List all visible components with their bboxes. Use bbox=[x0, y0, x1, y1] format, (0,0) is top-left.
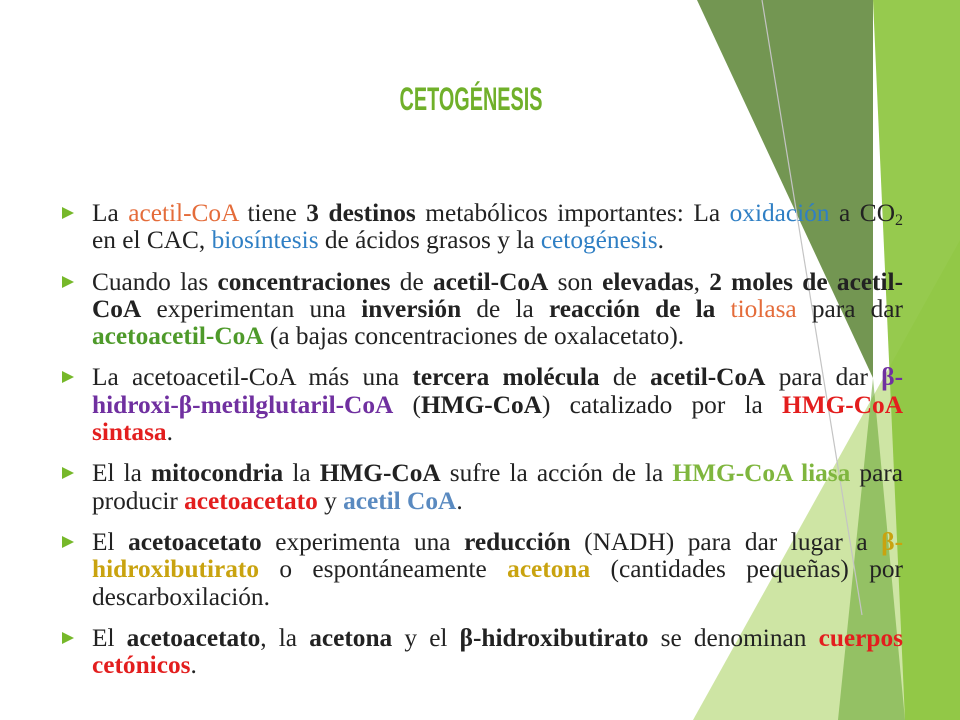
highlighted-term: concentraciones bbox=[217, 267, 391, 296]
highlighted-term: acetil-CoA bbox=[128, 199, 238, 227]
highlighted-term: cetónicos bbox=[92, 651, 191, 680]
highlighted-term: inversión bbox=[361, 294, 462, 323]
highlighted-term: acetil-CoA bbox=[650, 363, 766, 392]
body-text: se denominan bbox=[648, 623, 819, 652]
text-line bbox=[92, 364, 903, 391]
text-line bbox=[92, 584, 903, 611]
text-line bbox=[92, 529, 903, 556]
body-text: de ácidos grasos y la bbox=[318, 226, 541, 255]
highlighted-term: elevadas bbox=[602, 267, 694, 296]
body-text: de bbox=[390, 267, 433, 296]
body-text: . bbox=[456, 486, 463, 515]
body-text: (NADH) para dar lugar a bbox=[570, 527, 882, 556]
body-text: metabólicos importantes: La bbox=[415, 199, 730, 227]
body-text: ( bbox=[393, 390, 421, 419]
highlighted-term: acetoacetato bbox=[128, 527, 262, 556]
highlighted-term: β- bbox=[881, 527, 903, 556]
highlighted-term: 2 moles de acetil- bbox=[709, 267, 904, 296]
highlighted-term: β- bbox=[881, 363, 904, 392]
body-text: . bbox=[657, 226, 664, 255]
body-text: La acetoacetil-CoA más una bbox=[92, 363, 413, 392]
body-text: Cuando las bbox=[92, 267, 218, 296]
highlighted-term: acetona bbox=[507, 555, 591, 584]
body-text: La bbox=[92, 199, 129, 227]
body-text: en el CAC, bbox=[92, 226, 212, 255]
body-text: El bbox=[92, 623, 127, 652]
bullet-item bbox=[92, 625, 903, 680]
highlighted-term: acetoacetato bbox=[126, 623, 261, 652]
text-line bbox=[92, 269, 903, 296]
highlighted-term: reacción de la bbox=[548, 294, 716, 323]
text-line bbox=[92, 392, 903, 419]
body-text: El bbox=[92, 527, 129, 556]
text-line bbox=[92, 323, 903, 350]
body-text: (cantidades pequeñas) por bbox=[590, 555, 903, 584]
body-text: ) catalizado por la bbox=[541, 390, 782, 419]
body-text: experimenta una bbox=[261, 527, 465, 556]
body-text: , bbox=[693, 267, 710, 296]
highlighted-term: acetona bbox=[309, 623, 393, 652]
slide-title: CETOGÉNESIS bbox=[399, 81, 543, 117]
text-line bbox=[92, 652, 903, 679]
text-line bbox=[92, 200, 903, 227]
highlighted-term: HMG-CoA bbox=[319, 459, 441, 488]
body-text: . bbox=[190, 651, 197, 680]
text-line bbox=[92, 296, 903, 323]
body-text: experimentan una bbox=[141, 294, 362, 323]
highlighted-term: mitocondria bbox=[150, 459, 284, 488]
body-text: de la bbox=[461, 294, 549, 323]
bullet-item bbox=[92, 364, 903, 446]
bullet-item bbox=[92, 200, 903, 255]
highlighted-term: β-hidroxibutirato bbox=[459, 623, 649, 652]
body-text: para dar bbox=[796, 294, 903, 323]
body-text: tiene bbox=[237, 199, 307, 227]
body-text: para bbox=[850, 459, 903, 488]
body-text: , la bbox=[260, 623, 310, 652]
highlighted-term: HMG-CoA bbox=[782, 390, 903, 419]
bullet-item bbox=[92, 269, 903, 351]
bullet-item bbox=[92, 460, 903, 515]
highlighted-term: HMG-CoA bbox=[420, 390, 542, 419]
highlighted-term: cuerpos bbox=[818, 623, 903, 652]
body-text: son bbox=[548, 267, 603, 296]
arrow-right-icon bbox=[62, 467, 74, 479]
arrow-right-icon bbox=[62, 207, 74, 219]
body-text: y bbox=[317, 486, 344, 515]
arrow-right-icon bbox=[62, 276, 74, 288]
highlighted-term: CoA bbox=[92, 294, 142, 323]
highlighted-term: hidroxibutirato bbox=[92, 555, 260, 584]
arrow-right-icon bbox=[62, 371, 74, 383]
highlighted-term: tiolasa bbox=[730, 294, 797, 323]
highlighted-term: oxidación bbox=[729, 199, 830, 227]
bullet-list bbox=[92, 200, 903, 693]
highlighted-term: tercera molécula bbox=[412, 363, 600, 392]
highlighted-term: hidroxi-β-metilglutaril-CoA bbox=[92, 390, 394, 419]
body-text: para dar bbox=[765, 363, 882, 392]
body-text: de bbox=[599, 363, 651, 392]
body-text: descarboxilación. bbox=[92, 582, 270, 611]
arrow-right-icon bbox=[62, 536, 74, 548]
body-text bbox=[715, 295, 730, 323]
body-text: El la bbox=[92, 459, 151, 488]
highlighted-term: biosíntesis bbox=[211, 226, 319, 255]
highlighted-term: 3 destinos bbox=[306, 199, 416, 227]
subscript-text: 2 bbox=[895, 212, 903, 229]
highlighted-term: acetil CoA bbox=[343, 486, 457, 515]
text-line bbox=[92, 460, 903, 487]
arrow-right-icon bbox=[62, 632, 74, 644]
text-line bbox=[92, 227, 903, 254]
body-text: sufre la acción de la bbox=[440, 459, 673, 488]
highlighted-term: acetoacetil-CoA bbox=[92, 322, 264, 351]
body-text: y el bbox=[392, 623, 460, 652]
highlighted-term: cetogénesis bbox=[540, 226, 658, 255]
body-text: a CO bbox=[829, 199, 895, 227]
text-line bbox=[92, 625, 903, 652]
text-line bbox=[92, 419, 903, 446]
body-text: producir bbox=[92, 486, 185, 515]
body-text: (a bajas concentraciones de oxalacetato). bbox=[263, 322, 685, 351]
text-line bbox=[92, 556, 903, 583]
body-text: . bbox=[166, 418, 173, 447]
body-text: o espontáneamente bbox=[259, 555, 508, 584]
highlighted-term: acetil-CoA bbox=[433, 267, 549, 296]
text-line bbox=[92, 488, 903, 515]
bullet-item bbox=[92, 529, 903, 611]
body-text: la bbox=[283, 459, 320, 488]
highlighted-term: acetoacetato bbox=[184, 486, 318, 515]
highlighted-term: reducción bbox=[464, 527, 571, 556]
highlighted-term: HMG-CoA liasa bbox=[672, 459, 851, 488]
highlighted-term: sintasa bbox=[92, 418, 167, 447]
